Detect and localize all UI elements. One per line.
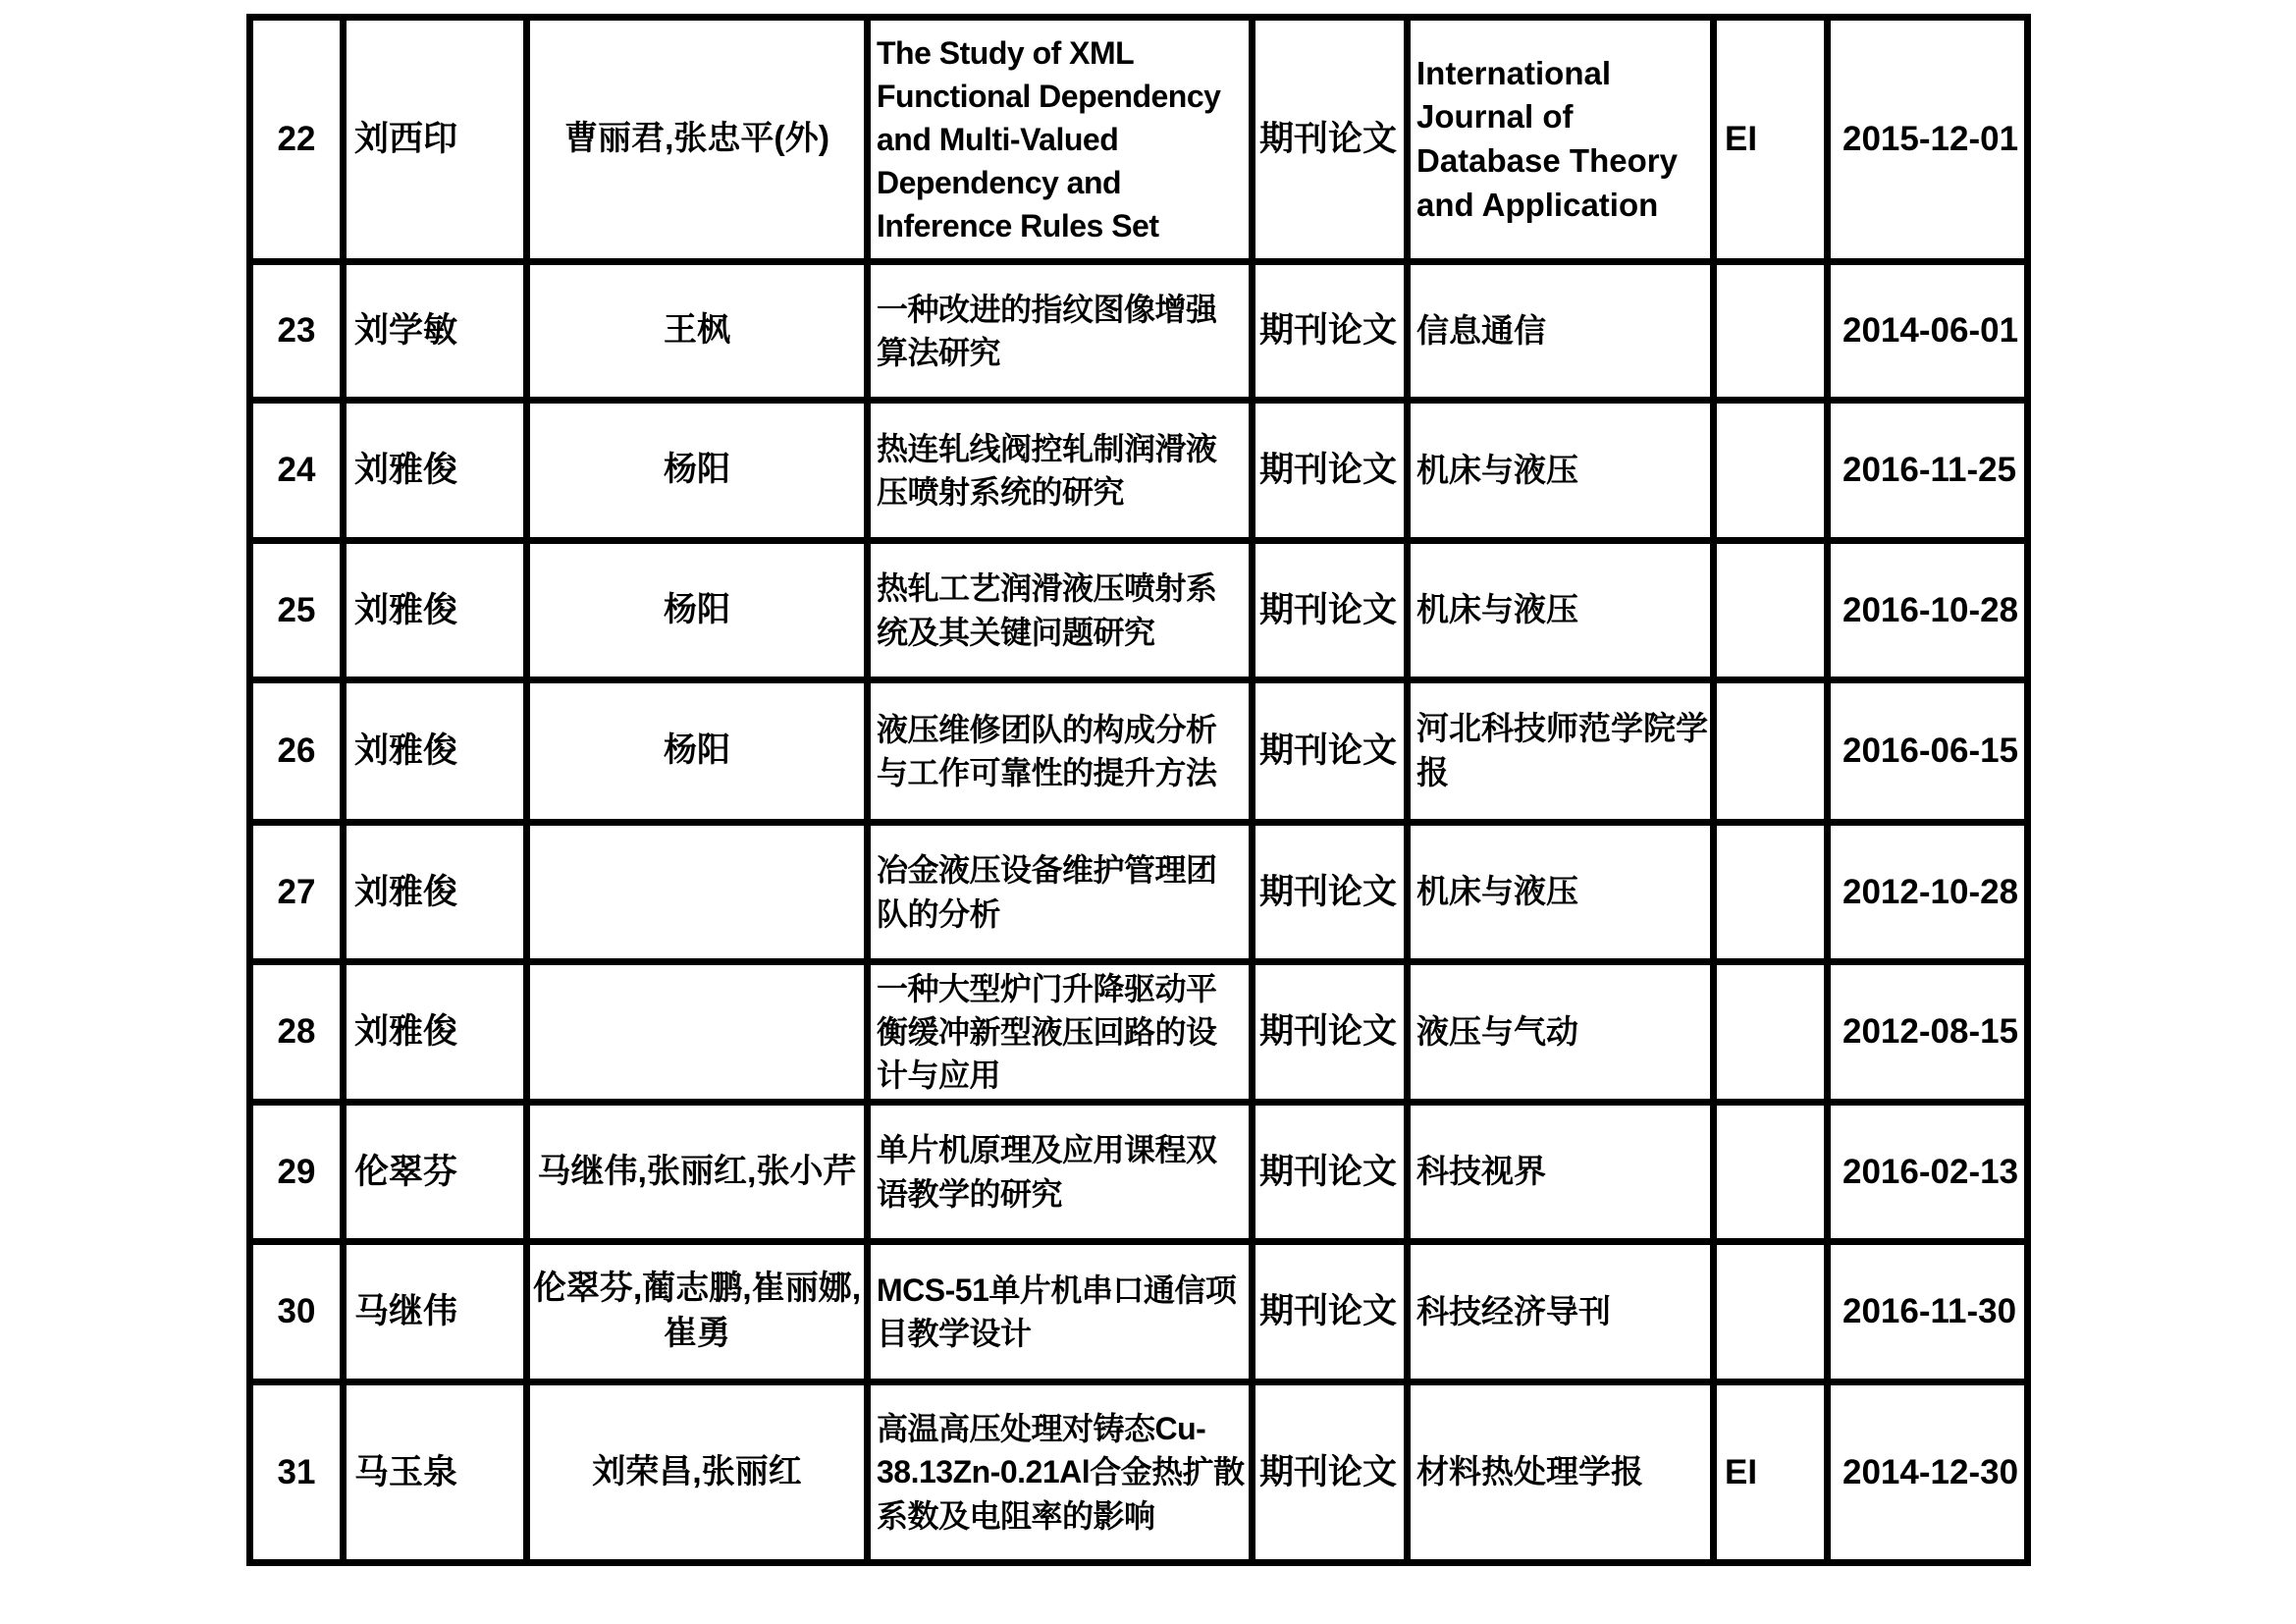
cell-coauthors: 杨阳 — [530, 683, 864, 819]
cell-publication-type: 期刊论文 — [1255, 1385, 1404, 1559]
cell-author: 刘雅俊 — [347, 826, 523, 958]
cell-index-flag: EI — [1717, 1385, 1824, 1559]
cell-date: 2016-10-28 — [1831, 544, 2024, 677]
cell-date: 2016-11-25 — [1831, 404, 2024, 537]
cell-index-flag — [1717, 404, 1824, 537]
cell-author: 刘学敏 — [347, 265, 523, 397]
cell-coauthors — [530, 826, 864, 958]
cell-title: 液压维修团队的构成分析与工作可靠性的提升方法 — [871, 683, 1249, 819]
cell-journal: 信息通信 — [1411, 265, 1710, 397]
cell-date: 2016-06-15 — [1831, 683, 2024, 819]
cell-title: 高温高压处理对铸态Cu-38.13Zn-0.21Al合金热扩散系数及电阻率的影响 — [871, 1385, 1249, 1559]
cell-journal: International Journal of Database Theory and Application — [1411, 21, 1710, 258]
cell-row-number: 28 — [253, 965, 340, 1099]
cell-journal: 机床与液压 — [1411, 404, 1710, 537]
cell-journal: 河北科技师范学院学报 — [1411, 683, 1710, 819]
cell-author: 刘雅俊 — [347, 683, 523, 819]
cell-publication-type: 期刊论文 — [1255, 1106, 1404, 1238]
cell-title: MCS-51单片机串口通信项目教学设计 — [871, 1245, 1249, 1379]
cell-author: 刘雅俊 — [347, 965, 523, 1099]
cell-publication-type: 期刊论文 — [1255, 544, 1404, 677]
cell-coauthors: 伦翠芬,蔺志鹏,崔丽娜,崔勇 — [530, 1245, 864, 1379]
cell-publication-type: 期刊论文 — [1255, 683, 1404, 819]
cell-coauthors: 刘荣昌,张丽红 — [530, 1385, 864, 1559]
cell-title: 一种大型炉门升降驱动平衡缓冲新型液压回路的设计与应用 — [871, 965, 1249, 1099]
cell-date: 2012-08-15 — [1831, 965, 2024, 1099]
cell-title: 热轧工艺润滑液压喷射系统及其关键问题研究 — [871, 544, 1249, 677]
cell-publication-type: 期刊论文 — [1255, 21, 1404, 258]
cell-date: 2015-12-01 — [1831, 21, 2024, 258]
cell-coauthors — [530, 965, 864, 1099]
cell-row-number: 30 — [253, 1245, 340, 1379]
cell-date: 2014-06-01 — [1831, 265, 2024, 397]
cell-row-number: 23 — [253, 265, 340, 397]
cell-date: 2012-10-28 — [1831, 826, 2024, 958]
cell-author: 伦翠芬 — [347, 1106, 523, 1238]
cell-coauthors: 杨阳 — [530, 404, 864, 537]
cell-row-number: 24 — [253, 404, 340, 537]
cell-title: 单片机原理及应用课程双语教学的研究 — [871, 1106, 1249, 1238]
cell-coauthors: 马继伟,张丽红,张小芹 — [530, 1106, 864, 1238]
cell-title: 热连轧线阀控轧制润滑液压喷射系统的研究 — [871, 404, 1249, 537]
cell-author: 刘雅俊 — [347, 404, 523, 537]
cell-publication-type: 期刊论文 — [1255, 965, 1404, 1099]
cell-journal: 科技视界 — [1411, 1106, 1710, 1238]
cell-row-number: 22 — [253, 21, 340, 258]
cell-author: 马继伟 — [347, 1245, 523, 1379]
cell-coauthors: 杨阳 — [530, 544, 864, 677]
cell-index-flag — [1717, 1106, 1824, 1238]
cell-date: 2016-02-13 — [1831, 1106, 2024, 1238]
cell-index-flag — [1717, 1245, 1824, 1379]
cell-publication-type: 期刊论文 — [1255, 826, 1404, 958]
cell-row-number: 25 — [253, 544, 340, 677]
cell-row-number: 29 — [253, 1106, 340, 1238]
cell-coauthors: 曹丽君,张忠平(外) — [530, 21, 864, 258]
cell-publication-type: 期刊论文 — [1255, 265, 1404, 397]
cell-coauthors: 王枫 — [530, 265, 864, 397]
cell-journal: 材料热处理学报 — [1411, 1385, 1710, 1559]
cell-date: 2016-11-30 — [1831, 1245, 2024, 1379]
cell-journal: 科技经济导刊 — [1411, 1245, 1710, 1379]
cell-index-flag — [1717, 826, 1824, 958]
cell-row-number: 31 — [253, 1385, 340, 1559]
cell-title: The Study of XML Functional Dependency and Multi-Valued Dependency and Inference Rules Set — [871, 21, 1249, 258]
cell-title: 冶金液压设备维护管理团队的分析 — [871, 826, 1249, 958]
cell-row-number: 26 — [253, 683, 340, 819]
cell-journal: 机床与液压 — [1411, 826, 1710, 958]
cell-date: 2014-12-30 — [1831, 1385, 2024, 1559]
cell-index-flag — [1717, 265, 1824, 397]
cell-publication-type: 期刊论文 — [1255, 1245, 1404, 1379]
cell-index-flag: EI — [1717, 21, 1824, 258]
cell-journal: 机床与液压 — [1411, 544, 1710, 677]
cell-author: 马玉泉 — [347, 1385, 523, 1559]
publications-table — [246, 14, 2031, 1566]
cell-author: 刘西印 — [347, 21, 523, 258]
cell-author: 刘雅俊 — [347, 544, 523, 677]
cell-publication-type: 期刊论文 — [1255, 404, 1404, 537]
cell-index-flag — [1717, 683, 1824, 819]
cell-index-flag — [1717, 544, 1824, 677]
cell-journal: 液压与气动 — [1411, 965, 1710, 1099]
cell-row-number: 27 — [253, 826, 340, 958]
cell-index-flag — [1717, 965, 1824, 1099]
cell-title: 一种改进的指纹图像增强算法研究 — [871, 265, 1249, 397]
